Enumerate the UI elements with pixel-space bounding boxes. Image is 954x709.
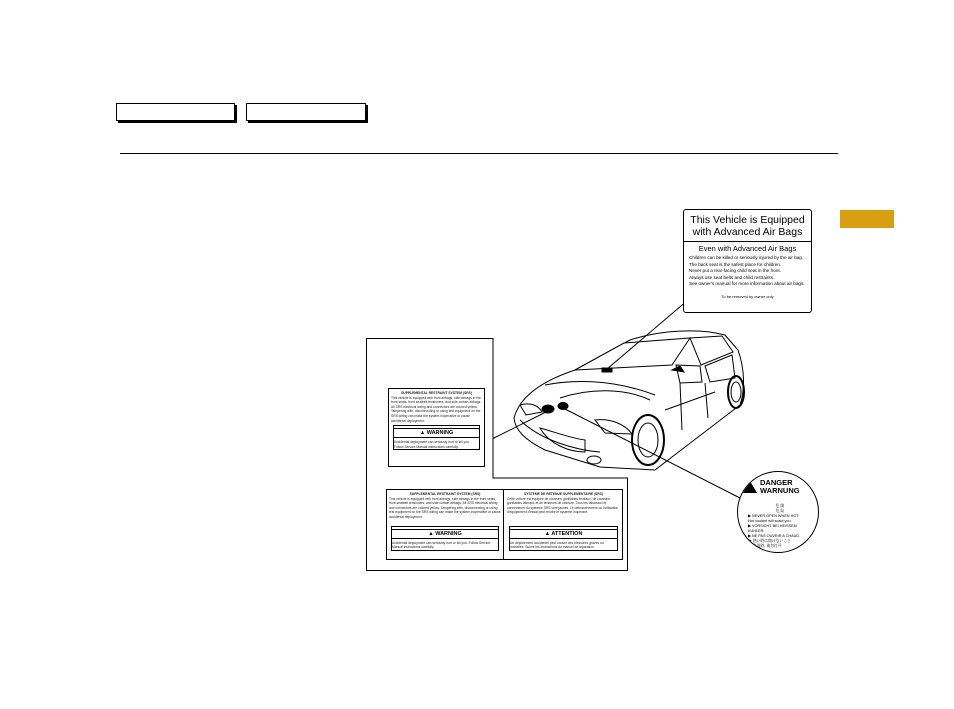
srs-small-body: This vehicle is equipped with front airbags, side airbags in the front seats, front seatbelt tensioners, and side curtain airbags. All SRS electrical wiring and connectors are colored yellow. Tampering with, disconnecting or using test equipment on the SRS wiring can make the system inoperative or cause accidental deployment. [391,395,482,423]
advanced-airbag-line: Always use seat belts and child restraints. [689,274,775,280]
advanced-airbag-subtitle: Even with Advanced Air Bags [698,244,797,253]
advanced-airbag-line: See owner's manual for more information about air bags. [689,281,805,287]
srs-small-warning-text: Accidental deployment can seriously hurt or kill you. Follow Service Manual instructions carefully. [394,440,470,449]
srs-wide-right-body: Cette voiture est equipee de coussins gonflables frontaux, de coussins gonflables lateraux et de tendeurs de ceinture. Tous les faisceaux et connecteurs du systeme SRS sont jaunes. Le debranchement ou l'utilisation d'equipement d'essai peut rendre le systeme inoperant. [507,496,619,515]
danger-line: ▶ VORSICHT BEI HEISSEM KUHLER. [748,524,797,533]
srs-wide-left-title: SUPPLEMENTAL RESTRAINT SYSTEM (SRS) [409,492,481,496]
danger-line: Hot coolant will scald you. [748,519,792,523]
radiator-cap-label [737,471,819,553]
srs-wide-right-warning: ATTENTION [551,530,583,537]
srs-wide-right [505,490,622,559]
srs-wide-left-warning-box [391,526,499,551]
srs-small-warning-box [393,425,480,450]
srs-label-inset [366,338,628,571]
srs-wide-left-warning-text: Accidental deployment can seriously hurt or kill you. Follow Service Manual instructions carefully. [392,540,491,550]
danger-heading-1: DANGER [760,478,793,487]
srs-small-warning-label [394,428,479,438]
danger-heading-2: WARNUNG [760,486,800,495]
advanced-airbag-line: Children can be killed or seriously injured by the air bag. [689,255,804,260]
srs-label-small [388,388,485,467]
advanced-airbag-line: Never put a rear-facing child seat in the front. [689,268,781,274]
warning-triangle-icon: ▲ [419,430,427,437]
srs-wide-left [387,490,504,559]
warning-triangle-icon: ▲ [428,530,436,537]
srs-wide-right-title: SYSTEME DE RETENUE SUPPLEMENTAIRE (SRS) [524,492,603,496]
warning-triangle-icon: ▲ [544,530,552,537]
srs-wide-left-body: This vehicle is equipped with front airbags, side airbags in the front seats, front seatbelt tensioners, and side curtain airbags. All SRS electrical wiring and connectors are colored yellow. Tampering with, disconnecting or using test equipment on the SRS wiring can make the system inoperative or cause accidental deployment. [389,496,501,519]
advanced-airbag-text [684,255,811,288]
advanced-airbag-line: The back seat is the safest place for children. [689,261,782,267]
advanced-airbag-divider [684,241,811,242]
advanced-airbag-label [683,209,812,313]
danger-line: ▶ NEVER OPEN WHEN HOT. [748,514,800,518]
danger-text [748,504,812,549]
danger-line: ▶ 高温時, 请勿打开 [748,544,782,548]
danger-triangle-icon [743,481,757,493]
srs-small-title: SUPPLEMENTAL RESTRAINT SYSTEM (SRS) [401,391,472,395]
advanced-airbag-title: This Vehicle is Equipped with Advanced Air Bags [690,214,805,238]
srs-wide-right-warning-text: Un deploiement accidentel peut causer des blessures graves ou mortelles. Suivre les instructions du manuel de reparation. [510,540,604,550]
srs-wide-right-warning-label [510,529,617,539]
danger-line: ▶ NE PAS OUVRIR A CHAUD. [748,534,801,538]
advanced-airbag-footer: To be removed by owner only [721,293,774,299]
danger-line: 危 险 [775,509,785,513]
srs-wide-left-warning-label [392,529,498,539]
danger-line: 危 険 [775,504,785,508]
srs-small-warning: WARNING [426,430,454,437]
srs-wide-right-warning-box [509,526,618,551]
danger-line: ▶ 熱い時は開けないこと [748,539,791,543]
srs-label-wide [386,489,623,560]
srs-wide-left-warning: WARNING [435,530,462,537]
danger-heading [760,479,800,495]
